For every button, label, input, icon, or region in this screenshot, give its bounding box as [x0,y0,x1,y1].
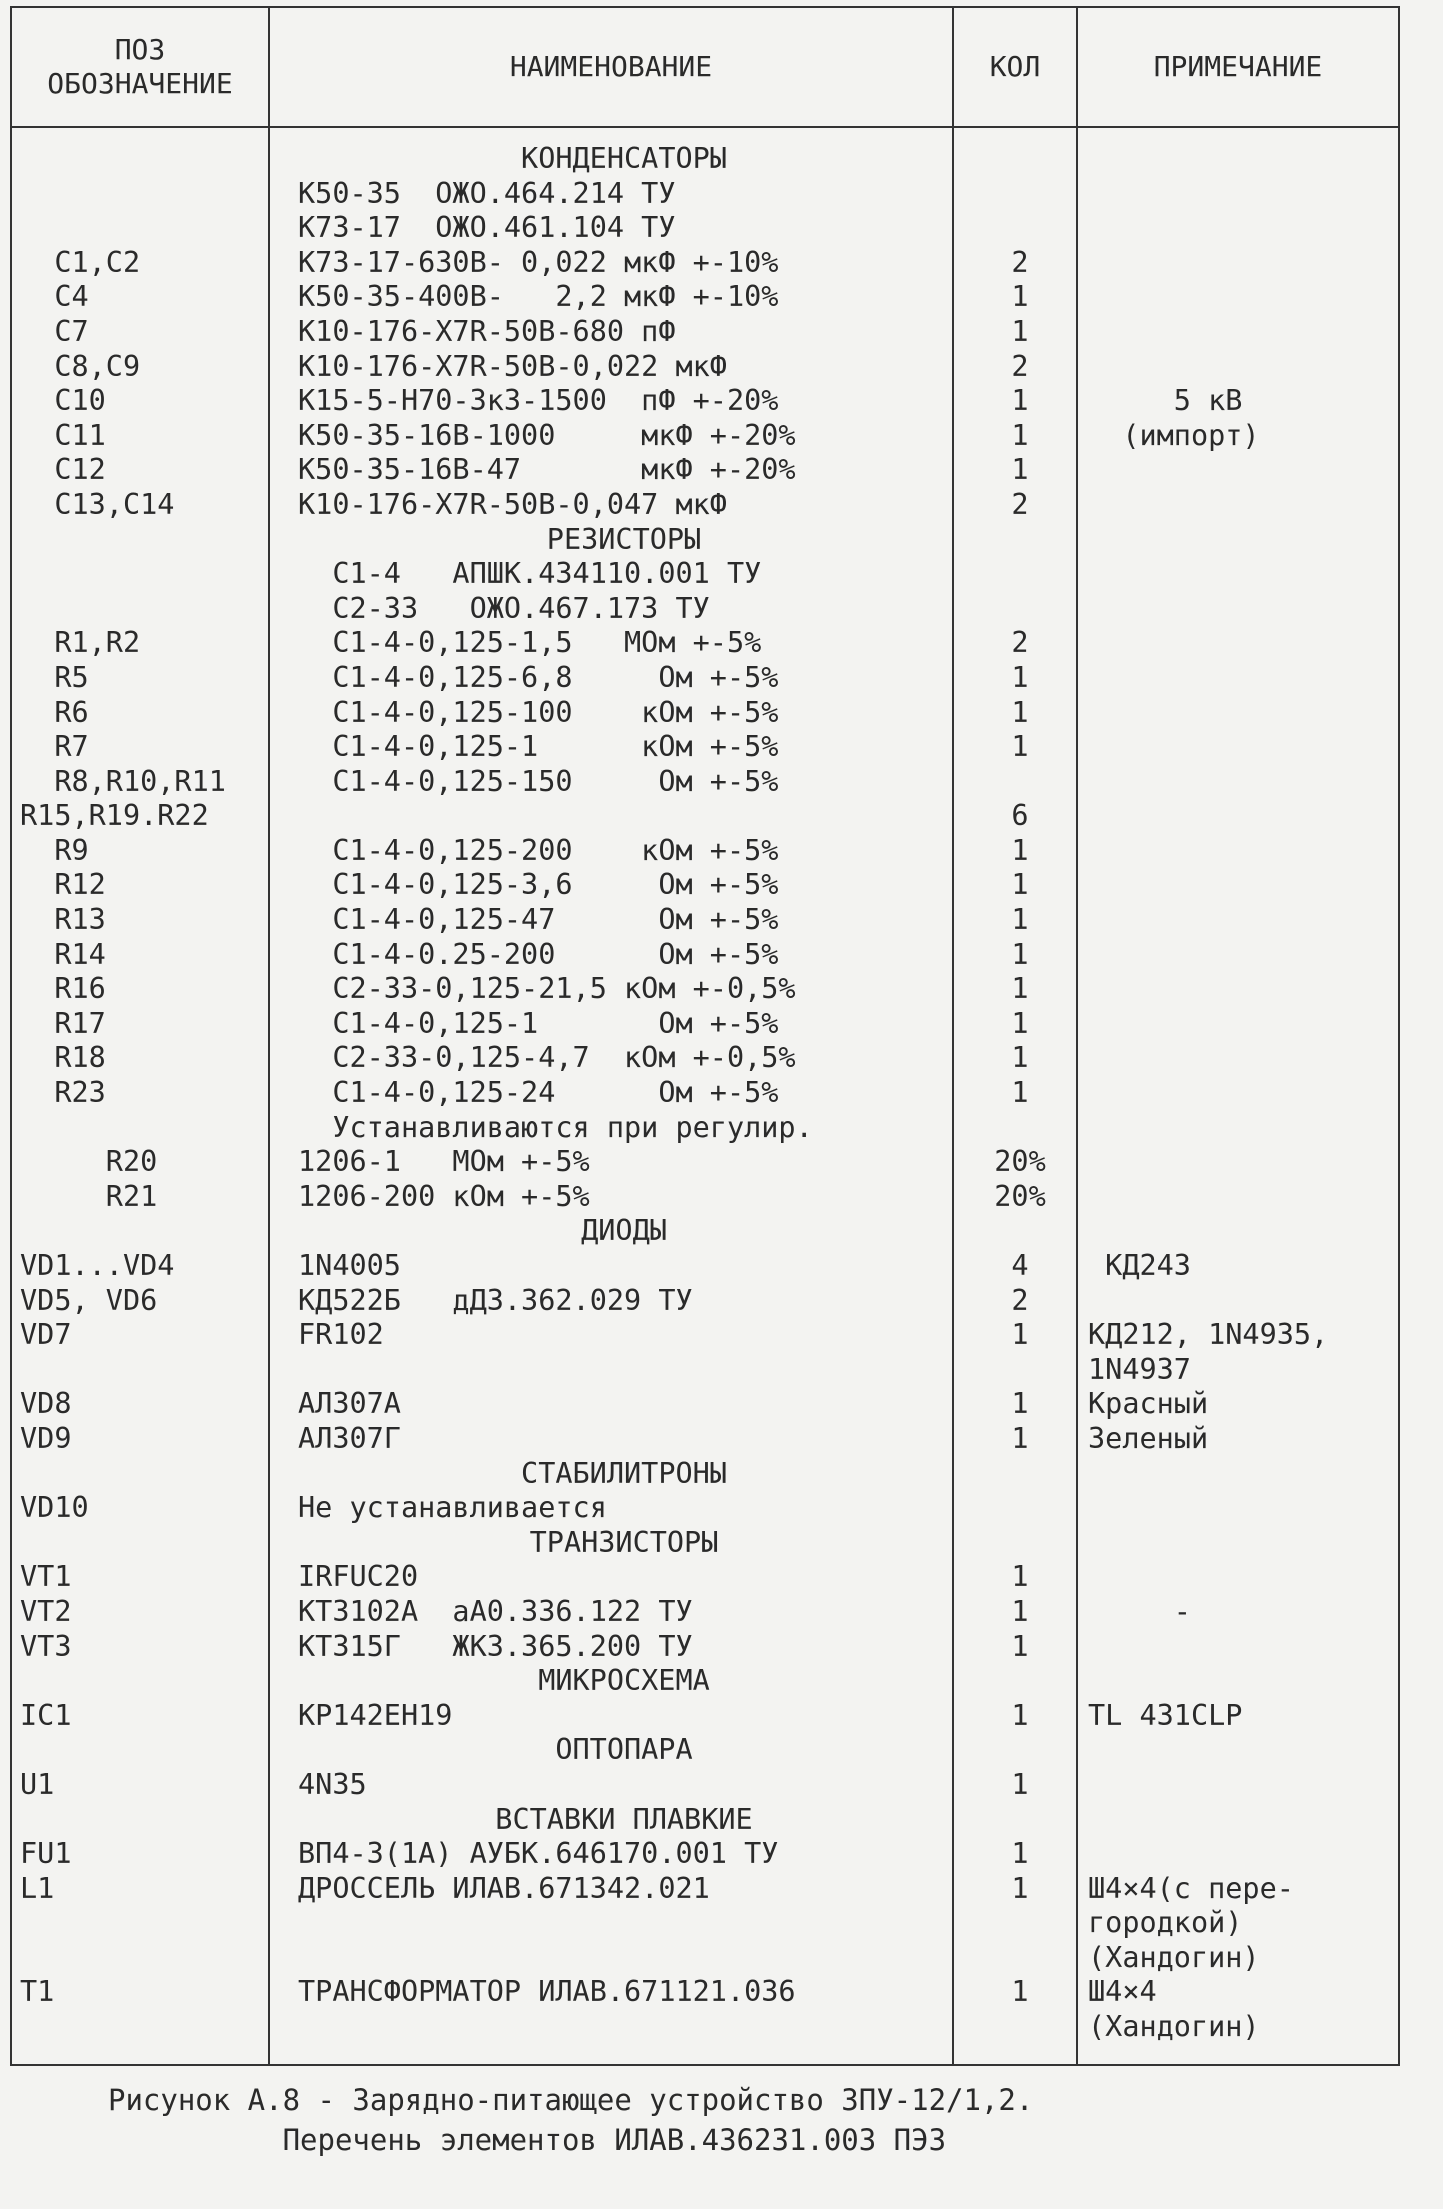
qty-cell: 1 [1011,1767,1029,1801]
qty-cell: 1 [1011,903,1029,937]
note-cell: (Хандогин) [1088,2010,1260,2044]
section-heading: МИКРОСХЕМА [538,1664,710,1698]
qty-cell: 2 [1011,349,1029,383]
pos-cell: R7 [20,730,89,764]
table-row [12,834,1398,869]
table-row [12,1872,1398,1907]
pos-cell: R13 [20,903,106,937]
qty-cell: 1 [1011,1560,1029,1594]
section-row [12,523,1398,558]
note-cell: Зеленый [1088,1421,1209,1455]
table-row [12,1041,1398,1076]
header-pos-line1: ПОЗ [114,33,166,66]
qty-cell: 1 [1011,730,1029,764]
pos-cell: T1 [20,1975,55,2009]
pos-cell: VD1...VD4 [20,1249,175,1282]
name-cell: С1-4-0,125-24 Ом +-5% [298,1076,779,1110]
note-cell: (импорт) [1088,418,1260,452]
pos-cell: R17 [20,1006,106,1040]
table-row [12,1076,1398,1111]
pos-cell: R8,R10,R11 [20,764,226,798]
name-cell: К73-17-630В- 0,022 мкФ +-10% [298,245,779,279]
qty-cell: 1 [1011,280,1029,314]
note-cell: 1N4937 [1088,1352,1191,1386]
name-cell: С1-4-0,125-3,6 Ом +-5% [298,868,779,902]
table-row [12,177,1398,212]
name-cell: К50-35-16В-47 мкФ +-20% [298,453,796,487]
table-row [12,1353,1398,1388]
section-heading: ДИОДЫ [581,1214,667,1248]
note-cell: Ш4×4(с пере- [1088,1871,1294,1905]
name-cell: 1206-200 кОм +-5% [298,1179,590,1213]
table-row [12,1699,1398,1734]
section-heading: ОПТОПАРА [555,1733,693,1767]
table-row [12,488,1398,523]
name-cell: С1-4-0.25-200 Ом +-5% [298,937,779,971]
qty-cell: 1 [1011,418,1029,452]
caption-line2: Перечень элементов ИЛАВ.436231.003 ПЭ3 [108,2123,947,2157]
table-row [12,1560,1398,1595]
qty-cell: 1 [1011,1421,1029,1455]
table-row [12,1906,1398,1941]
name-cell: 1206-1 МОм +-5% [298,1145,590,1179]
qty-cell: 1 [1011,833,1029,867]
name-cell: ТРАНСФОРМАТОР ИЛАВ.671121.036 [298,1975,796,2009]
table-row [12,661,1398,696]
pos-cell: IC1 [20,1698,72,1732]
table-row [12,2010,1398,2045]
table-row [12,1595,1398,1630]
pos-cell: C12 [20,453,106,487]
name-cell: ВП4-3(1А) АУБК.646170.001 ТУ [298,1837,779,1871]
name-cell: АЛ307Г [298,1421,401,1455]
table-row [12,799,1398,834]
section-row [12,1457,1398,1492]
header-qty-label: КОЛ [989,50,1041,83]
pos-cell: VT1 [20,1560,72,1594]
qty-cell: 1 [1011,1387,1029,1421]
header-qty [954,8,1076,126]
section-row [12,142,1398,177]
table-row [12,1837,1398,1872]
table-row [12,1249,1398,1284]
pos-cell: VD7 [20,1318,72,1352]
name-cell: С1-4 АПШК.434110.001 ТУ [298,557,762,591]
pos-cell: R23 [20,1076,106,1110]
figure-caption [108,2080,1033,2160]
qty-cell: 1 [1011,937,1029,971]
section-heading: КОНДЕНСАТОРЫ [521,142,727,175]
name-cell: С1-4-0,125-47 Ом +-5% [298,903,779,937]
qty-cell: 2 [1011,487,1029,521]
note-cell: - [1088,1594,1191,1628]
name-cell: К50-35 ОЖО.464.214 ТУ [298,176,676,210]
pos-cell: R14 [20,937,106,971]
section-heading: РЕЗИСТОРЫ [546,522,702,556]
pos-cell: VD8 [20,1387,72,1421]
name-cell: ДРОССЕЛЬ ИЛАВ.671342.021 [298,1871,710,1905]
qty-cell: 1 [1011,384,1029,418]
qty-cell: 1 [1011,660,1029,694]
header-pos-line2: ОБОЗНАЧЕНИЕ [47,67,233,100]
pos-cell: C10 [20,384,106,418]
section-heading: СТАБИЛИТРОНЫ [521,1456,727,1490]
table-row [12,868,1398,903]
qty-cell: 1 [1011,1975,1029,2009]
pos-cell: VD10 [20,1491,89,1525]
name-cell: К10-176-Х7R-50В-0,047 мкФ [298,487,727,521]
table-row [12,557,1398,592]
qty-cell: 1 [1011,1006,1029,1040]
qty-cell: 2 [1011,245,1029,279]
table-row [12,765,1398,800]
table-row [12,1975,1398,2010]
note-cell: КД212, 1N4935, [1088,1318,1329,1352]
name-cell: С1-4-0,125-1,5 МОм +-5% [298,626,762,660]
table-row [12,1284,1398,1319]
header-note [1078,8,1398,126]
qty-cell: 2 [1011,626,1029,660]
qty-cell: 1 [1011,1871,1029,1905]
header-name [270,8,952,126]
table-row [12,938,1398,973]
name-cell: С1-4-0,125-200 кОм +-5% [298,833,779,867]
pos-cell: C8,C9 [20,349,141,383]
pos-cell: C7 [20,314,89,348]
name-cell: К10-176-Х7R-50В-680 пФ [298,314,676,348]
qty-cell: 1 [1011,1594,1029,1628]
table-row [12,246,1398,281]
qty-cell: 20% [994,1179,1046,1213]
qty-cell: 4 [1011,1249,1029,1282]
pos-cell: R12 [20,868,106,902]
header-note-label: ПРИМЕЧАНИЕ [1153,50,1323,83]
pos-cell: C13,C14 [20,487,175,521]
section-row [12,1803,1398,1838]
table-row [12,626,1398,661]
table-row [12,453,1398,488]
pos-cell: C1,C2 [20,245,141,279]
table-row [12,350,1398,385]
name-cell: С2-33-0,125-4,7 кОм +-0,5% [298,1041,796,1075]
qty-cell: 2 [1011,1283,1029,1317]
name-cell: FR102 [298,1318,384,1352]
pos-cell: R9 [20,833,89,867]
pos-cell: VT3 [20,1629,72,1663]
name-cell: Не устанавливается [298,1491,607,1525]
section-row [12,1733,1398,1768]
table-row [12,315,1398,350]
qty-cell: 6 [1011,799,1029,833]
qty-cell: 1 [1011,1698,1029,1732]
name-cell: АЛ307А [298,1387,401,1421]
pos-cell: C4 [20,280,89,314]
pos-cell: VD9 [20,1421,72,1455]
section-row [12,1526,1398,1561]
note-cell: (Хандогин) [1088,1940,1260,1974]
table-row [12,1007,1398,1042]
qty-cell: 1 [1011,453,1029,487]
qty-cell: 1 [1011,972,1029,1006]
name-cell: С2-33 ОЖО.467.173 ТУ [298,591,710,625]
qty-cell: 1 [1011,314,1029,348]
name-cell: С1-4-0,125-1 кОм +-5% [298,730,779,764]
name-cell: 4N35 [298,1767,367,1801]
name-cell: С1-4-0,125-150 Ом +-5% [298,764,779,798]
section-heading: ВСТАВКИ ПЛАВКИЕ [495,1802,753,1836]
name-cell: КТ3102А аА0.336.122 ТУ [298,1594,693,1628]
pos-cell: R6 [20,695,89,729]
note-cell: КД243 [1088,1249,1191,1282]
table-row [12,280,1398,315]
table-row [12,730,1398,765]
pos-cell: R21 [20,1179,158,1213]
name-cell: КТ315Г ЖК3.365.200 ТУ [298,1629,693,1663]
pos-cell: R20 [20,1145,158,1179]
name-cell: С2-33-0,125-21,5 кОм +-0,5% [298,972,796,1006]
table-row [12,1145,1398,1180]
qty-cell: 1 [1011,868,1029,902]
table-row [12,696,1398,731]
qty-cell: 1 [1011,695,1029,729]
name-cell: Устанавливаются при регулир. [298,1110,813,1144]
section-row [12,1214,1398,1249]
qty-cell: 1 [1011,1076,1029,1110]
pos-cell: R16 [20,972,106,1006]
qty-cell: 1 [1011,1837,1029,1871]
table-row [12,419,1398,454]
pos-cell: VT2 [20,1594,72,1628]
pos-cell: VD5, VD6 [20,1283,158,1317]
qty-cell: 1 [1011,1629,1029,1663]
name-cell: КД522Б дД3.362.029 ТУ [298,1283,693,1317]
table-row [12,972,1398,1007]
name-cell: 1N4005 [298,1249,401,1282]
table-row [12,1422,1398,1457]
name-cell: К50-35-16В-1000 мкФ +-20% [298,418,796,452]
note-cell: 5 кВ [1088,384,1243,418]
table-row [12,211,1398,246]
spec-table [10,6,1400,2066]
table-row [12,384,1398,419]
name-cell: К10-176-Х7R-50В-0,022 мкФ [298,349,727,383]
header-divider [12,126,1398,128]
table-row [12,1318,1398,1353]
note-cell: городкой) [1088,1906,1243,1940]
table-row [12,592,1398,627]
name-cell: К15-5-Н70-3к3-1500 пФ +-20% [298,384,779,418]
table-row [12,1630,1398,1665]
qty-cell: 1 [1011,1318,1029,1352]
table-body [12,142,1398,2045]
name-cell: К50-35-400В- 2,2 мкФ +-10% [298,280,779,314]
pos-cell: C11 [20,418,106,452]
table-row [12,1768,1398,1803]
note-cell: Ш4×4 [1088,1975,1157,2009]
name-cell: С1-4-0,125-1 Ом +-5% [298,1006,779,1040]
pos-cell: L1 [20,1871,55,1905]
pos-cell: R18 [20,1041,106,1075]
pos-cell: U1 [20,1767,55,1801]
table-row [12,1941,1398,1976]
name-cell: С1-4-0,125-6,8 Ом +-5% [298,660,779,694]
header-name-label: НАИМЕНОВАНИЕ [509,50,713,83]
qty-cell: 1 [1011,1041,1029,1075]
section-heading: ТРАНЗИСТОРЫ [529,1525,719,1559]
note-cell: Красный [1088,1387,1209,1421]
pos-cell: R15,R19.R22 [20,799,209,833]
name-cell: IRFUC20 [298,1560,419,1594]
qty-cell: 20% [994,1145,1046,1179]
section-row [12,1664,1398,1699]
caption-line1: Рисунок А.8 - Зарядно-питающее устройство ЗПУ-12/1,2. [108,2083,1034,2117]
name-cell: КР142ЕН19 [298,1698,453,1732]
table-row [12,1180,1398,1215]
pos-cell: R5 [20,660,89,694]
header-pos [12,8,268,126]
pos-cell: FU1 [20,1837,72,1871]
pos-cell: R1,R2 [20,626,141,660]
table-row [12,1387,1398,1422]
table-row [12,903,1398,938]
note-cell: TL 431CLP [1088,1698,1243,1732]
table-row [12,1491,1398,1526]
name-cell: С1-4-0,125-100 кОм +-5% [298,695,779,729]
name-cell: К73-17 ОЖО.461.104 ТУ [298,211,676,245]
table-row [12,1111,1398,1146]
